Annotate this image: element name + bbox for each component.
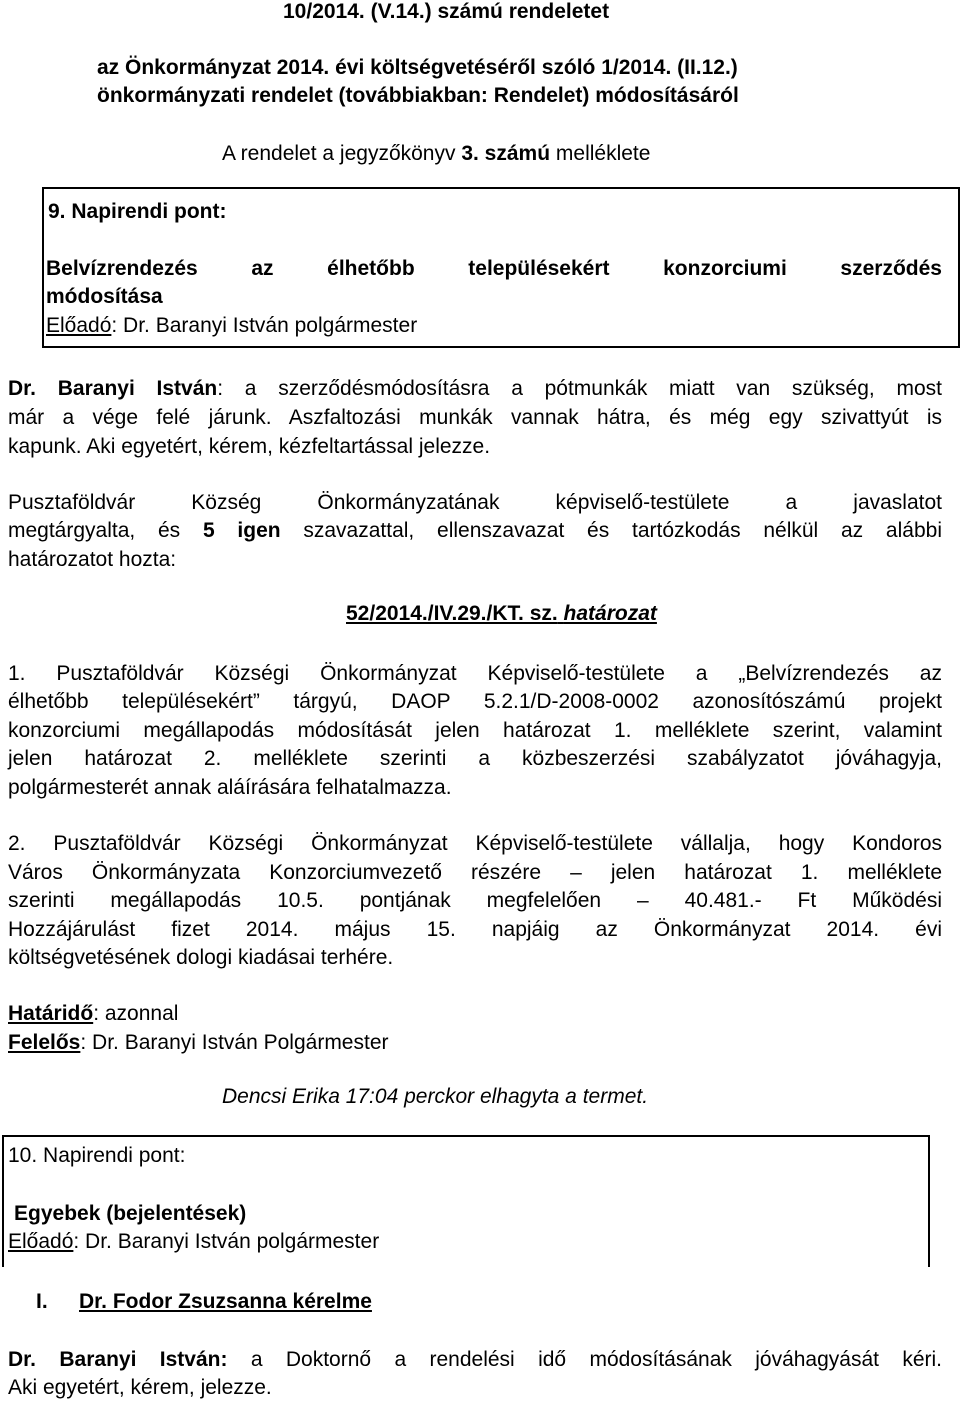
- vote-text-rest: szavazattal, ellenszavazat és tartózkodás nélkül az alábbi: [303, 519, 942, 542]
- responsible-label: Felelős: [8, 1031, 81, 1054]
- deadline-label: Határidő: [8, 1002, 94, 1025]
- agenda-item-10-label: 10. Napirendi pont:: [8, 1144, 186, 1167]
- header-line-4: [222, 142, 650, 166]
- resolution-number: 52/2014./IV.29./KT. sz.: [346, 602, 558, 625]
- attachment-number: 3. számú: [461, 142, 551, 165]
- resolution-p1-line-1: 1. Pusztaföldvár Községi Önkormányzat Képviselő-testülete a „Belvízrendezés az: [8, 662, 942, 685]
- agenda-item-10-title: Egyebek (bejelentések): [14, 1202, 247, 1225]
- resolution-title: [346, 602, 657, 626]
- vote-line-1: Pusztaföldvár Község Önkormányzatának képviselő-testülete a javaslatot: [8, 491, 942, 514]
- resolution-p2-line-4: Hozzájárulást fizet 2014. május 15. napjáig az Önkormányzat 2014. évi: [8, 918, 942, 941]
- speech-1-line-1: [8, 374, 942, 403]
- title-word: konzorciumi: [663, 257, 787, 280]
- speech-2-line-2: Aki egyetért, kérem, jelezze.: [8, 1376, 272, 1399]
- resolution-p2-line-3: szerinti megállapodás 10.5. pontjának megfelelően – 40.481.- Ft Működési: [8, 889, 942, 912]
- resolution-p1-line-5: polgármesterét annak aláírására felhatalmazza.: [8, 776, 452, 799]
- presenter-label: Előadó: [46, 314, 112, 337]
- speech-1-line-2: már a vége felé járunk. Aszfaltozási munkák vannak hátra, és még egy szivattyút is: [8, 406, 942, 429]
- resolution-p2-line-5: költségvetésének dologi kiadásai terhére.: [8, 946, 394, 969]
- presenter-value: : Dr. Baranyi István polgármester: [111, 314, 418, 337]
- resolution-p2-line-1: 2. Pusztaföldvár Községi Önkormányzat Képviselő-testülete vállalja, hogy Kondoros: [8, 832, 942, 855]
- speech-1-line-3: kapunk. Aki egyetért, kérem, kézfeltartással jelezze.: [8, 435, 491, 458]
- speech-2-line-1: [8, 1348, 942, 1372]
- speaker-name: Dr. Baranyi István:: [8, 1348, 228, 1371]
- header-line-1: 10/2014. (V.14.) számú rendeletet: [283, 0, 610, 23]
- vote-line-2: [8, 516, 942, 545]
- speaker-name: Dr. Baranyi István: [8, 377, 218, 400]
- vote-line-3: határozatot hozta:: [8, 548, 177, 571]
- header-line-2: az Önkormányzat 2014. évi költségvetéséről szóló 1/2014. (II.12.): [97, 56, 738, 79]
- vote-count: 5 igen: [202, 519, 281, 542]
- resolution-p1-line-3: konzorciumi megállapodás módosítását jelen határozat 1. melléklete szerint, valamint: [8, 719, 942, 742]
- title-word: településekért: [468, 257, 610, 280]
- agenda-item-10-presenter: [8, 1230, 379, 1254]
- attachment-text: A rendelet a jegyzőkönyv: [222, 142, 456, 165]
- resolution-p1-line-4: jelen határozat 2. melléklete szerinti a közbeszerzési szabályzatot jóváhagyja,: [8, 747, 942, 770]
- responsible-value: : Dr. Baranyi István Polgármester: [80, 1031, 389, 1054]
- vote-text: megtárgyalta, és: [8, 519, 181, 542]
- sub-item-number: I.: [36, 1290, 48, 1313]
- responsible: [8, 1028, 389, 1057]
- attachment-suffix: melléklete: [555, 142, 651, 165]
- resolution-p2-line-2: Város Önkormányzata Konzorciumvezető részére – jelen határozat 1. melléklete: [8, 861, 942, 884]
- agenda-item-9-presenter: [46, 314, 417, 338]
- deadline: [8, 999, 178, 1028]
- title-word: élhetőbb: [327, 257, 415, 280]
- agenda-item-9-title-line-1: [46, 257, 942, 281]
- speech-text: : a szerződésmódosításra a pótmunkák miatt van szükség, most: [217, 377, 942, 400]
- attendance-note: Dencsi Erika 17:04 perckor elhagyta a termet.: [222, 1085, 649, 1108]
- resolution-p1-line-2: élhetőbb településekért” tárgyú, DAOP 5.2.1/D-2008-0002 azonosítószámú projekt: [8, 690, 942, 713]
- presenter-label: Előadó: [8, 1230, 74, 1253]
- agenda-item-9-label: 9. Napirendi pont:: [48, 200, 227, 223]
- deadline-value: : azonnal: [93, 1002, 179, 1025]
- presenter-value: : Dr. Baranyi István polgármester: [73, 1230, 380, 1253]
- resolution-word: határozat: [563, 602, 657, 625]
- header-line-3: önkormányzati rendelet (továbbiakban: Rendelet) módosításáról: [97, 84, 739, 107]
- title-word: Belvízrendezés: [46, 257, 198, 280]
- agenda-item-9-title-line-2: módosítása: [46, 285, 163, 308]
- sub-item-title: Dr. Fodor Zsuzsanna kérelme: [79, 1290, 372, 1313]
- speech-text: a Doktornő a rendelési idő módosításának jóváhagyását kéri.: [250, 1348, 943, 1371]
- title-word: az: [251, 257, 274, 280]
- title-word: szerződés: [840, 257, 942, 280]
